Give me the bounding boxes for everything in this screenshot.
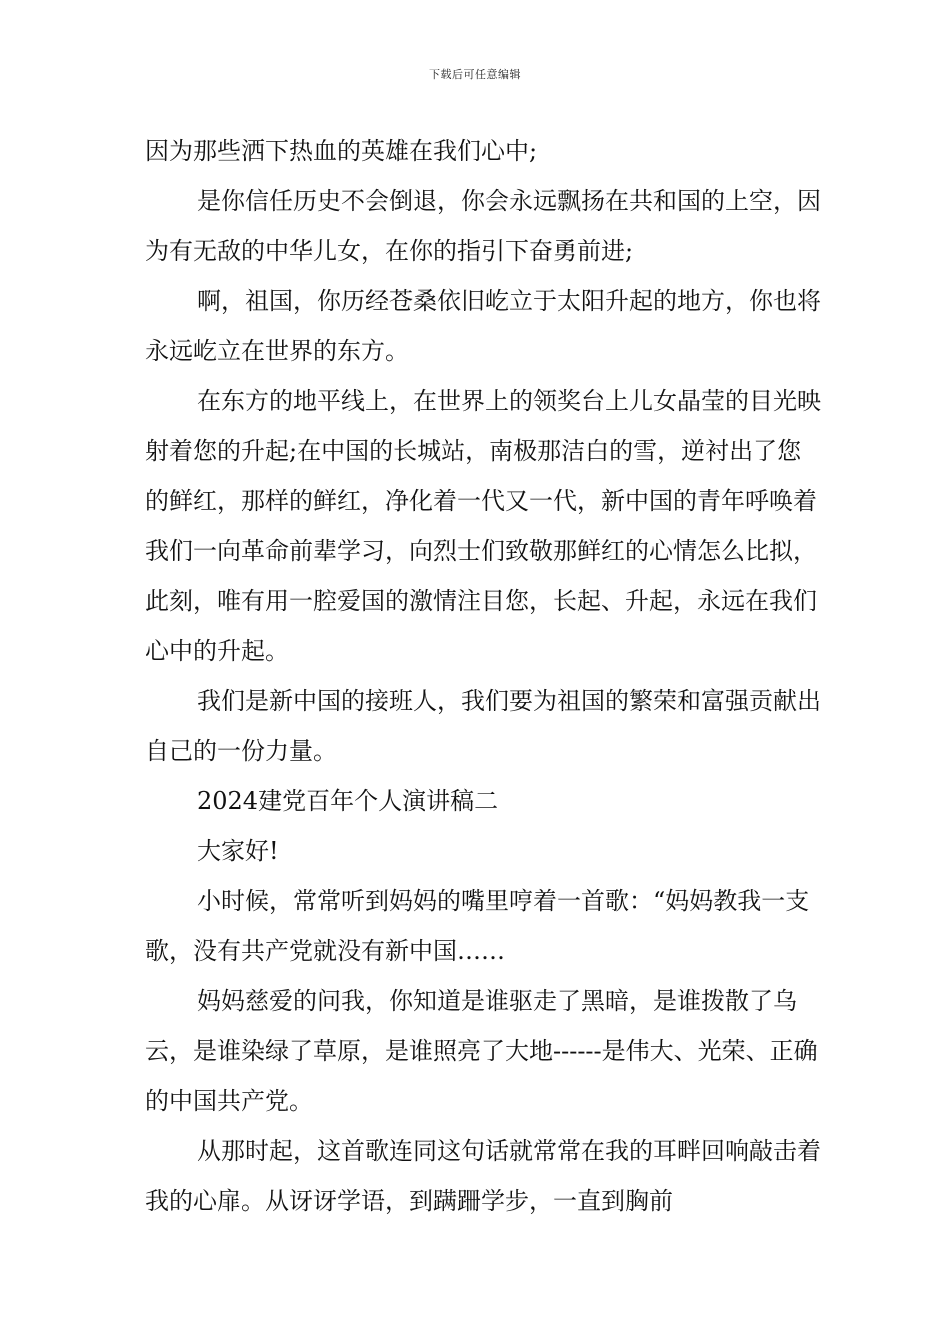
paragraph: 小时候，常常听到妈妈的嘴里哼着一首歌：“妈妈教我一支歌，没有共产党就没有新中国…… [145, 887, 810, 965]
document-body [145, 126, 825, 1226]
paragraph: 在东方的地平线上，在世界上的领奖台上儿女晶莹的目光映射着您的升起;在中国的长城站，南极那洁白的雪，逆衬出了您的鲜红，那样的鲜红，净化着一代又一代，新中国的青年呼唤着我们一向革命前辈学习，向烈士们致敬那鲜红的心情怎么比拟，此刻，唯有用一腔爱国的激情注目您，长起、升起，永远在我们心中的升起。 [145, 387, 821, 665]
greeting: 大家好! [197, 837, 279, 865]
paragraph: 啊，祖国，你历经苍桑依旧屹立于太阳升起的地方，你也将永远屹立在世界的东方。 [145, 287, 821, 365]
section-title: 2024建党百年个人演讲稿二 [197, 787, 499, 815]
header-note: 下载后可任意编辑 [429, 68, 521, 81]
paragraph: 因为那些洒下热血的英雄在我们心中; [145, 137, 538, 165]
paragraph: 是你信任历史不会倒退，你会永远飘扬在共和国的上空，因为有无敌的中华儿女，在你的指引下奋勇前进; [145, 187, 821, 265]
paragraph: 妈妈慈爱的问我，你知道是谁驱走了黑暗，是谁拨散了乌云，是谁染绿了草原，是谁照亮了大地------是伟大、光荣、正确的中国共产党。 [145, 987, 818, 1115]
paragraph: 我们是新中国的接班人，我们要为祖国的繁荣和富强贡献出自己的一份力量。 [145, 687, 821, 765]
paragraph: 从那时起，这首歌连同这句话就常常在我的耳畔回响敲击着我的心扉。从讶讶学语，到蹒跚学步，一直到胸前 [145, 1137, 821, 1215]
